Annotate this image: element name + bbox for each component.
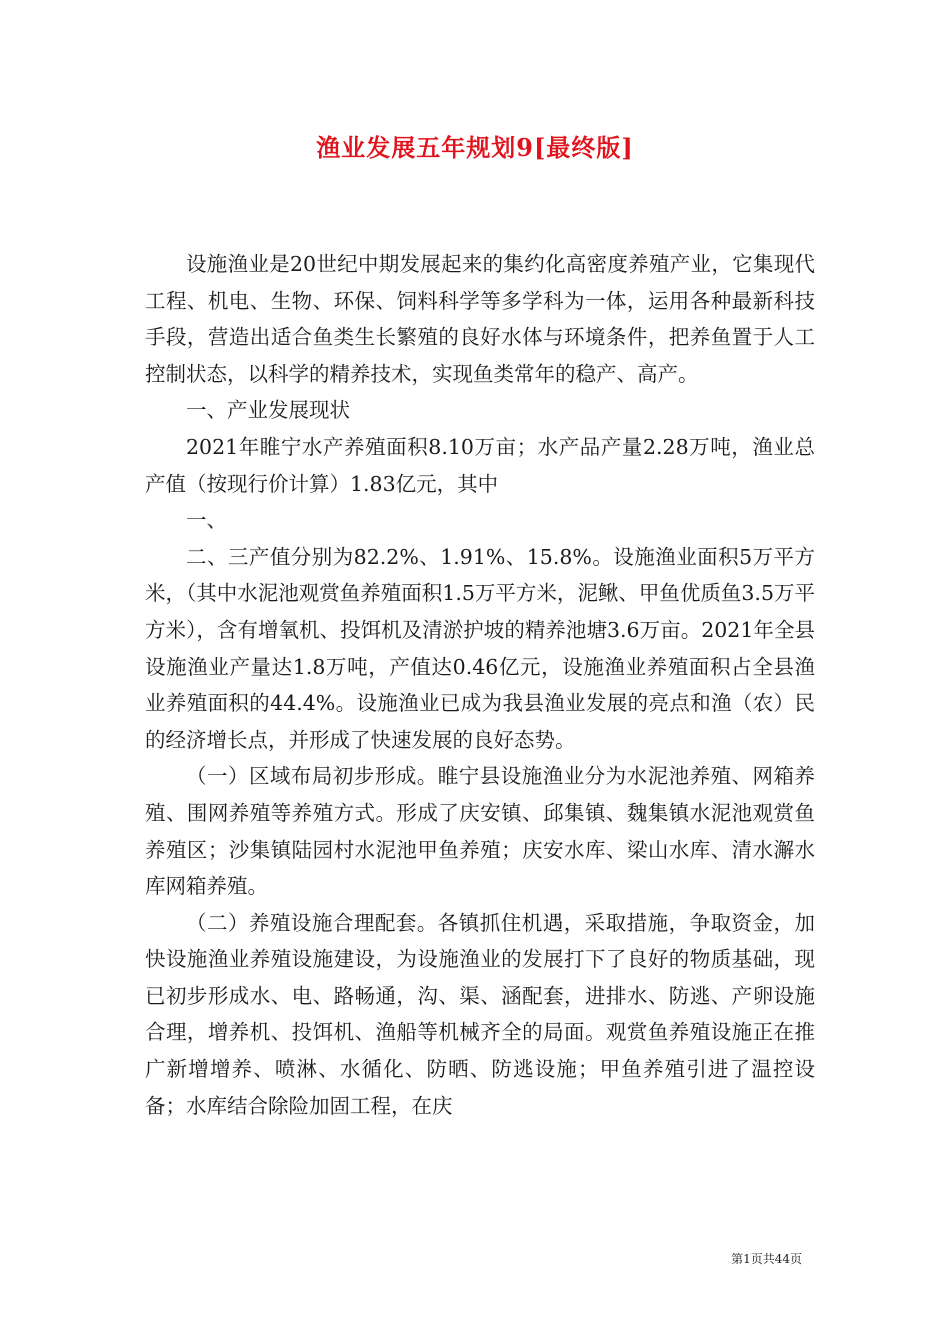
- paragraph-fragment: 一、: [186, 508, 227, 533]
- paragraph-output-values: 二、三产值分别为82.2%、1.91%、15.8%。设施渔业面积5万平方米，（其中水泥池观赏鱼养殖面积1.5万平方米，泥鳅、甲鱼优质鱼3.5万平方米），含有增氧机、投饵机及清淤护坡的精养池塘3.6万亩。2021年全县设施渔业产量达1.8万吨，产值达0.46亿元，设施渔业养殖面积占全县渔业养殖面积的44.4%。设施渔业已成为我县渔业发展的亮点和渔（农）民的经济增长点，并形成了快速发展的良好态势。: [145, 544, 815, 752]
- document-body: [145, 246, 815, 1124]
- paragraph-facilities: （二）养殖设施合理配套。各镇抓住机遇，采取措施，争取资金，加快设施渔业养殖设施建设，为设施渔业的发展打下了良好的物质基础，现已初步形成水、电、路畅通，沟、渠、涵配套，进排水、防逃、产卵设施合理，增养机、投饵机、渔船等机械齐全的局面。观赏鱼养殖设施正在推广新增增养、喷淋、水循化、防晒、防逃设施；甲鱼养殖引进了温控设备；水库结合除险加固工程，在庆: [145, 910, 815, 1118]
- paragraph-intro: 设施渔业是20世纪中期发展起来的集约化高密度养殖产业，它集现代工程、机电、生物、环保、饲料科学等多学科为一体，运用各种最新科技手段，营造出适合鱼类生长繁殖的良好水体与环境条件，把养鱼置于人工控制状态，以科学的精养技术，实现鱼类常年的稳产、高产。: [145, 252, 815, 386]
- document-title: 渔业发展五年规划9[最终版]: [316, 133, 634, 162]
- paragraph-regional-layout: （一）区域布局初步形成。睢宁县设施渔业分为水泥池养殖、网箱养殖、围网养殖等养殖方式。形成了庆安镇、邱集镇、魏集镇水泥池观赏鱼养殖区；沙集镇陆园村水泥池甲鱼养殖；庆安水库、梁山水库、清水澥水库网箱养殖。: [145, 764, 815, 899]
- paragraph-statistics: 2021年睢宁水产养殖面积8.10万亩；水产品产量2.28万吨，渔业总产值（按现行价计算）1.83亿元，其中: [145, 434, 815, 496]
- page-number: 第1页共44页: [731, 1252, 802, 1266]
- section-heading: 一、产业发展现状: [186, 398, 350, 423]
